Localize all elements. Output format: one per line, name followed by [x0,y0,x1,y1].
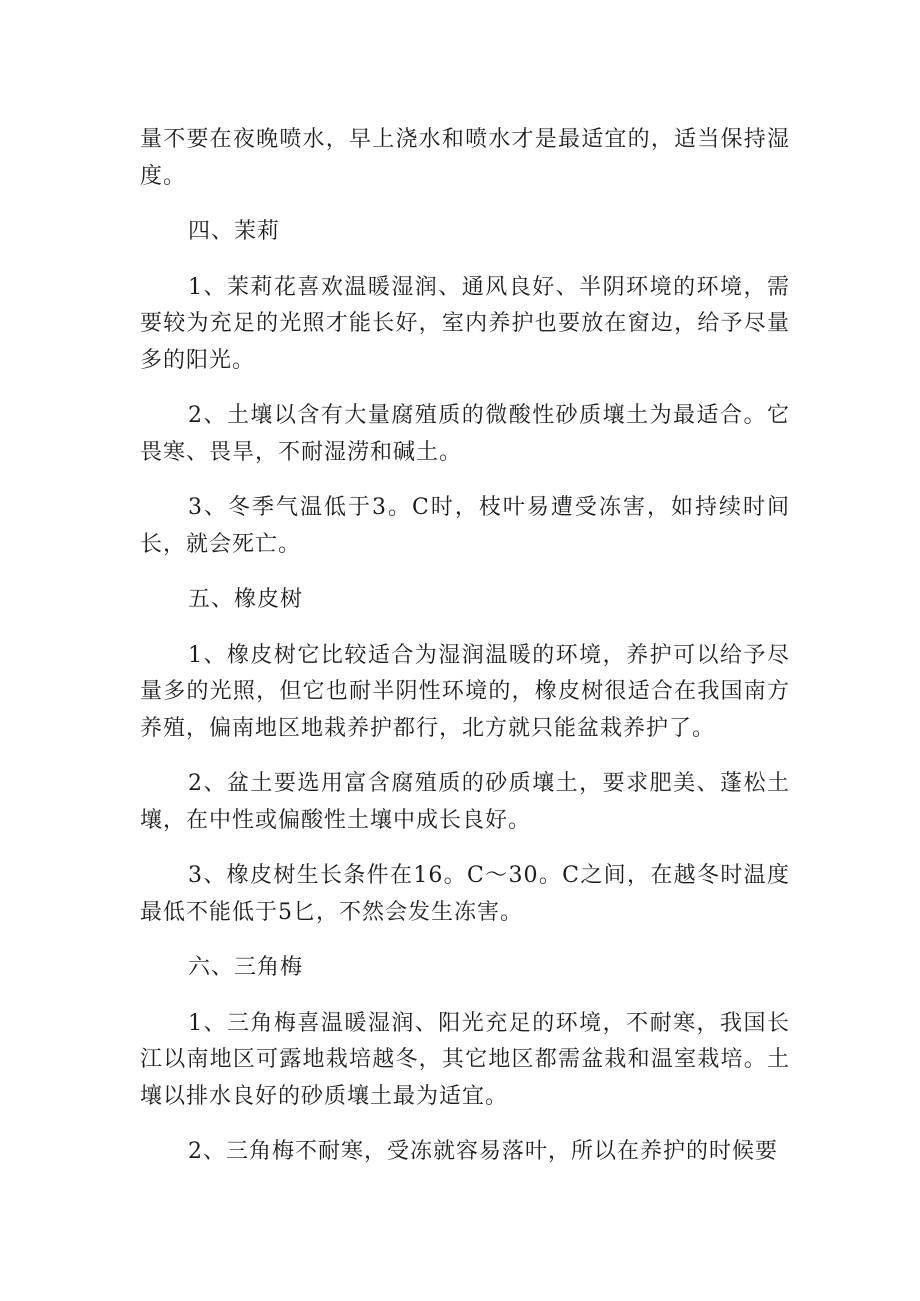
document-body [140,122,790,1190]
paragraph-jasmine-1: 1、茉莉花喜欢温暖湿润、通风良好、半阴环境的环境，需要较为充足的光照才能长好，室内养护也要放在窗边，给予尽量多的阳光。 [140,274,790,373]
paragraph-jasmine-3: 3、冬季气温低于3。C时，枝叶易遭受冻害，如持续时间长，就会死亡。 [140,495,790,557]
paragraph-continuation: 量不要在夜晚喷水，早上浇水和喷水才是最适宜的，适当保持湿度。 [140,127,790,189]
section-heading-bougainvillea: 六、三角梅 [188,955,304,980]
section-heading-jasmine: 四、茉莉 [188,219,281,244]
section-heading-rubber-tree: 五、橡皮树 [188,587,304,612]
paragraph-rubber-tree-3: 3、橡皮树生长条件在16。C～30。C之间，在越冬时温度最低不能低于5匕，不然会发生冻害。 [140,863,790,925]
paragraph-bougainvillea-1: 1、三角梅喜温暖湿润、阳光充足的环境，不耐寒，我国长江以南地区可露地栽培越冬，其它地区都需盆栽和温室栽培。土壤以排水良好的砂质壤土最为适宜。 [140,1010,790,1109]
paragraph-bougainvillea-2: 2、三角梅不耐寒，受冻就容易落叶，所以在养护的时候要 [188,1139,778,1164]
paragraph-rubber-tree-1: 1、橡皮树它比较适合为湿润温暖的环境，养护可以给予尽量多的光照，但它也耐半阴性环境的，橡皮树很适合在我国南方养殖，偏南地区地栽养护都行，北方就只能盆栽养护了。 [140,642,790,741]
paragraph-rubber-tree-2: 2、盆土要选用富含腐殖质的砂质壤土，要求肥美、蓬松土壤，在中性或偏酸性土壤中成长良好。 [140,771,790,833]
paragraph-jasmine-2: 2、土壤以含有大量腐殖质的微酸性砂质壤土为最适合。它畏寒、畏旱，不耐湿涝和碱土。 [140,403,790,465]
